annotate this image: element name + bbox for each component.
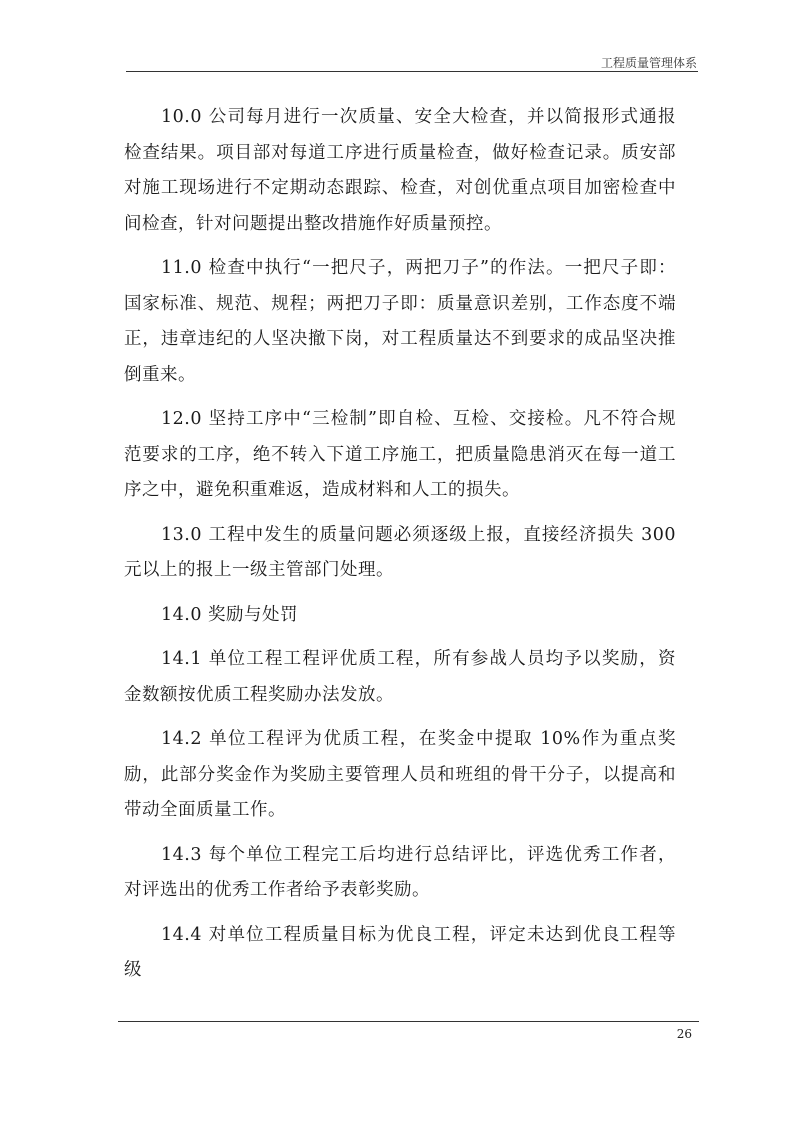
- paragraph-text: 14.3 每个单位工程完工后均进行总结评比，评选优秀工作者，对评选出的优秀工作者给予表彰奖励。: [124, 844, 676, 900]
- paragraph-text: 14.4 对单位工程质量目标为优良工程，评定未达到优良工程等级: [124, 924, 676, 980]
- paragraph-14-2: [124, 722, 676, 829]
- paragraph-text: 14.1 单位工程工程评优质工程，所有参战人员均予以奖励，资金数额按优质工程奖励办法发放。: [124, 649, 676, 705]
- document-body: [124, 100, 676, 989]
- paragraph-10-0: [124, 100, 676, 242]
- paragraph-text: 13.0 工程中发生的质量问题必须逐级上报，直接经济损失 300 元以上的报上一级主管部门处理。: [124, 524, 676, 580]
- paragraph-14-4: [124, 918, 676, 989]
- running-header-title: 工程质量管理体系: [600, 56, 697, 70]
- page-number: 26: [676, 1027, 692, 1041]
- paragraph-14-1: [124, 642, 676, 713]
- paragraph-text: 12.0 坚持工序中“三检制”即自检、互检、交接检。凡不符合规范要求的工序，绝不转入下道工序施工，把质量隐患消灭在每一道工序之中，避免积重难返，造成材料和人工的损失。: [124, 409, 676, 500]
- paragraph-12-0: [124, 402, 676, 509]
- paragraph-text: 10.0 公司每月进行一次质量、安全大检查，并以简报形式通报检查结果。项目部对每道工序进行质量检查，做好检查记录。质安部对施工现场进行不定期动态跟踪、检查，对创优重点项目加密检查中间检查，针对问题提出整改措施作好质量预控。: [124, 107, 676, 234]
- footer-divider: [118, 1021, 699, 1022]
- section-heading-14-0: [124, 598, 676, 634]
- paragraph-13-0: [124, 518, 676, 589]
- paragraph-text: 11.0 检查中执行“一把尺子，两把刀子”的作法。一把尺子即：国家标准、规范、规程；两把刀子即：质量意识差别，工作态度不端正，违章违纪的人坚决撤下岗，对工程质量达不到要求的成品坚决推倒重来。: [124, 258, 676, 385]
- paragraph-14-3: [124, 838, 676, 909]
- paragraph-11-0: [124, 251, 676, 393]
- section-heading-text: 14.0 奖励与处罚: [161, 604, 299, 625]
- paragraph-text: 14.2 单位工程评为优质工程，在奖金中提取 10%作为重点奖励，此部分奖金作为奖励主要管理人员和班组的骨干分子，以提高和带动全面质量工作。: [124, 729, 676, 820]
- header-divider: [126, 71, 698, 72]
